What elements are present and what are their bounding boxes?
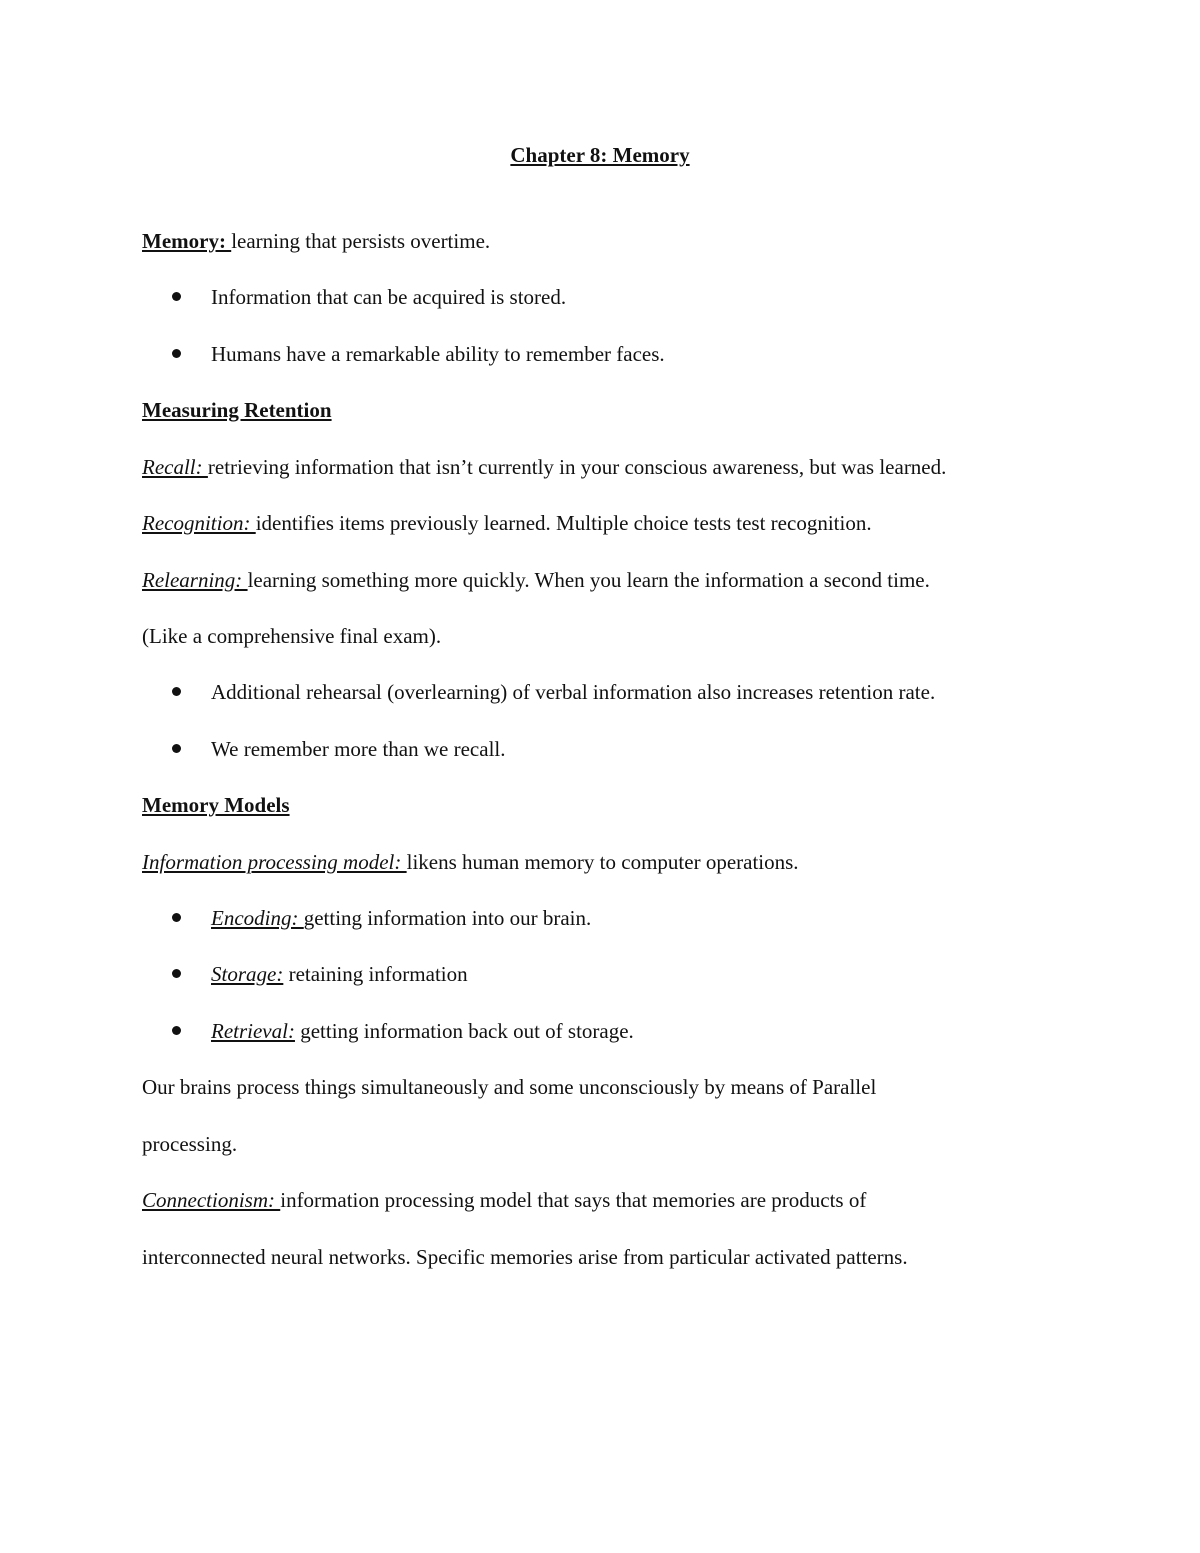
storage-term: Storage: — [211, 962, 284, 986]
ipm-definition — [142, 848, 799, 876]
retrieval-term: Retrieval: — [211, 1019, 295, 1043]
connectionism-definition — [142, 1186, 866, 1214]
encoding-term: Encoding: — [211, 906, 304, 930]
list-item-text: Humans have a remarkable ability to remember faces. — [211, 342, 665, 366]
relearning-term: Relearning: — [142, 568, 248, 592]
storage-def: retaining information — [283, 962, 468, 986]
page-title: Chapter 8: Memory — [510, 143, 690, 167]
list-item-text: Additional rehearsal (overlearning) of verbal information also increases retention rate. — [211, 680, 936, 704]
parallel-paragraph-line2: processing. — [142, 1132, 238, 1156]
section-heading-models: Memory Models — [142, 793, 290, 817]
list-item — [172, 960, 468, 988]
memory-def-text: learning that persists overtime. — [231, 229, 491, 253]
connectionism-def-text: information processing model that says that memories are products of — [280, 1188, 867, 1212]
list-item — [172, 904, 591, 932]
section-heading-measuring: Measuring Retention — [142, 398, 332, 422]
list-item — [172, 735, 506, 763]
list-item — [172, 283, 566, 311]
memory-term: Memory: — [142, 229, 232, 253]
connectionism-term: Connectionism: — [142, 1188, 281, 1212]
bullet-icon — [172, 687, 181, 696]
memory-definition — [142, 227, 490, 255]
list-item-text: Information that can be acquired is stored. — [211, 285, 567, 309]
bullet-icon — [172, 292, 181, 301]
list-item — [172, 678, 935, 706]
bullet-icon — [172, 1026, 181, 1035]
relearning-def-text: learning something more quickly. When you learn the information a second time. — [247, 568, 930, 592]
parallel-paragraph-line1: Our brains process things simultaneously and some unconsciously by means of Parallel — [142, 1075, 877, 1099]
list-item — [172, 340, 665, 368]
encoding-def: getting information into our brain. — [303, 906, 592, 930]
recognition-definition — [142, 509, 872, 537]
connectionism-continuation: interconnected neural networks. Specific memories arise from particular activated patterns. — [142, 1245, 908, 1269]
recall-def-text: retrieving information that isn’t currently in your conscious awareness, but was learned. — [207, 455, 947, 479]
bullet-icon — [172, 913, 181, 922]
relearning-continuation: (Like a comprehensive final exam). — [142, 624, 442, 648]
bullet-icon — [172, 969, 181, 978]
recognition-def-text: identifies items previously learned. Multiple choice tests test recognition. — [255, 511, 872, 535]
retrieval-def: getting information back out of storage. — [294, 1019, 634, 1043]
bullet-icon — [172, 349, 181, 358]
list-item-text: We remember more than we recall. — [211, 737, 506, 761]
list-item — [172, 1017, 634, 1045]
recall-term: Recall: — [142, 455, 208, 479]
relearning-definition — [142, 566, 930, 594]
ipm-term: Information processing model: — [142, 850, 407, 874]
recall-definition — [142, 453, 946, 481]
recognition-term: Recognition: — [142, 511, 256, 535]
bullet-icon — [172, 744, 181, 753]
ipm-def-text: likens human memory to computer operations. — [406, 850, 799, 874]
